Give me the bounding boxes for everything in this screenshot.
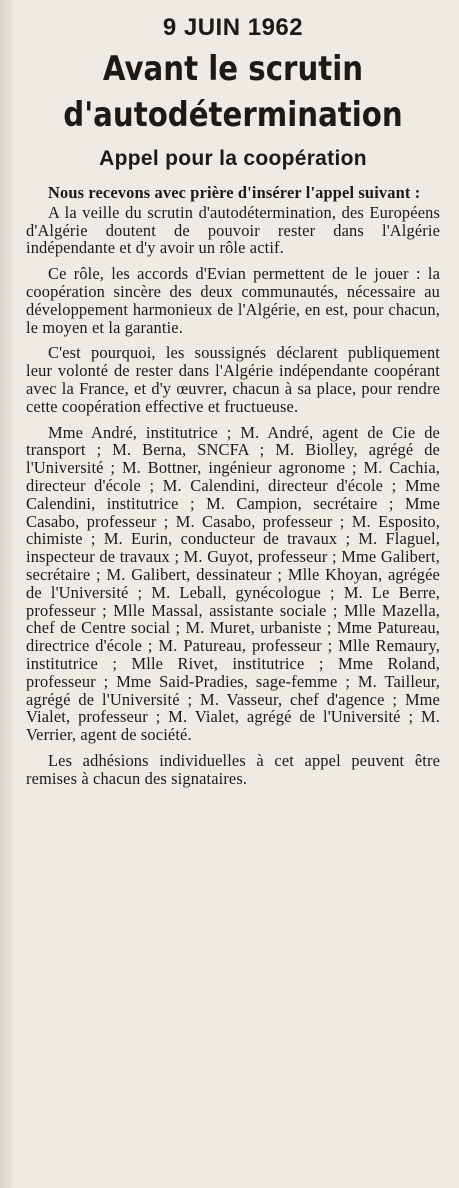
body-paragraph: Ce rôle, les accords d'Evian permettent de le jouer : la coopération sincère des deux communautés, nécessaire au développement harmonieux de l'Algérie, en est, pour chacun, le moyen et la garantie. <box>26 264 440 337</box>
intro-paragraph: Nous recevons avec prière d'insérer l'appel suivant : <box>48 183 421 202</box>
article <box>26 12 440 796</box>
signatories-list: Mme André, institutrice ; M. André, agent de Cie de transport ; M. Berna, SNCFA ; M. Biolley, agrégé de l'Université ; M. Bottner, ingénieur agronome ; M. Cachia, directeur d'école ; M. Calendini, directeur d'école ; Mme Calendini, institutrice ; M. Campion, secrétaire ; Mme Casabo, professeur ; M. Casabo, professeur ; M. Esposito, chimiste ; M. Eurin, conducteur de travaux ; M. Flaguel, inspecteur de travaux ; M. Guyot, professeur ; Mme Galibert, secrétaire ; M. Galibert, dessinateur ; Mlle Khoyan, agrégée de l'Université ; M. Leball, gynécologue ; M. Le Berre, professeur ; Mlle Massal, assistante sociale ; Mlle Mazella, chef de Centre social ; M. Muret, urbaniste ; Mme Patureau, directrice d'école ; M. Patureau, professeur ; Mlle Remaury, institutrice ; Mlle Rivet, institutrice ; Mme Roland, professeur ; Mme Said-Pradies, sage-femme ; M. Tailleur, agrégé de l'Université ; M. Vasseur, chef d'agence ; Mme Vialet, professeur ; M. Vialet, agrégé de l'Université ; M. Verrier, agent de société. <box>26 422 440 745</box>
adjacent-column-edge <box>0 0 12 1188</box>
headline-line-2: d'autodétermination <box>63 95 403 135</box>
body-paragraph: C'est pourquoi, les soussignés déclarent publiquement leur volonté de rester dans l'Algérie indépendante coopérant avec la France, et d'y œuvrer, chacun à sa place, pour rendre cette coopération effective et fructueuse. <box>26 343 440 416</box>
article-date: 9 JUIN 1962 <box>162 14 304 41</box>
closing-paragraph: Les adhésions individuelles à cet appel peuvent être remises à chacun des signataires. <box>26 750 440 788</box>
subheadline: Appel pour la coopération <box>99 147 367 170</box>
article-body <box>26 184 440 788</box>
headline-line-1: Avant le scrutin <box>102 49 364 89</box>
body-paragraph: A la veille du scrutin d'autodétermination, des Européens d'Algérie doutent de pouvoir rester dans l'Algérie indépendante et d'y avoir un rôle actif. <box>26 202 440 258</box>
